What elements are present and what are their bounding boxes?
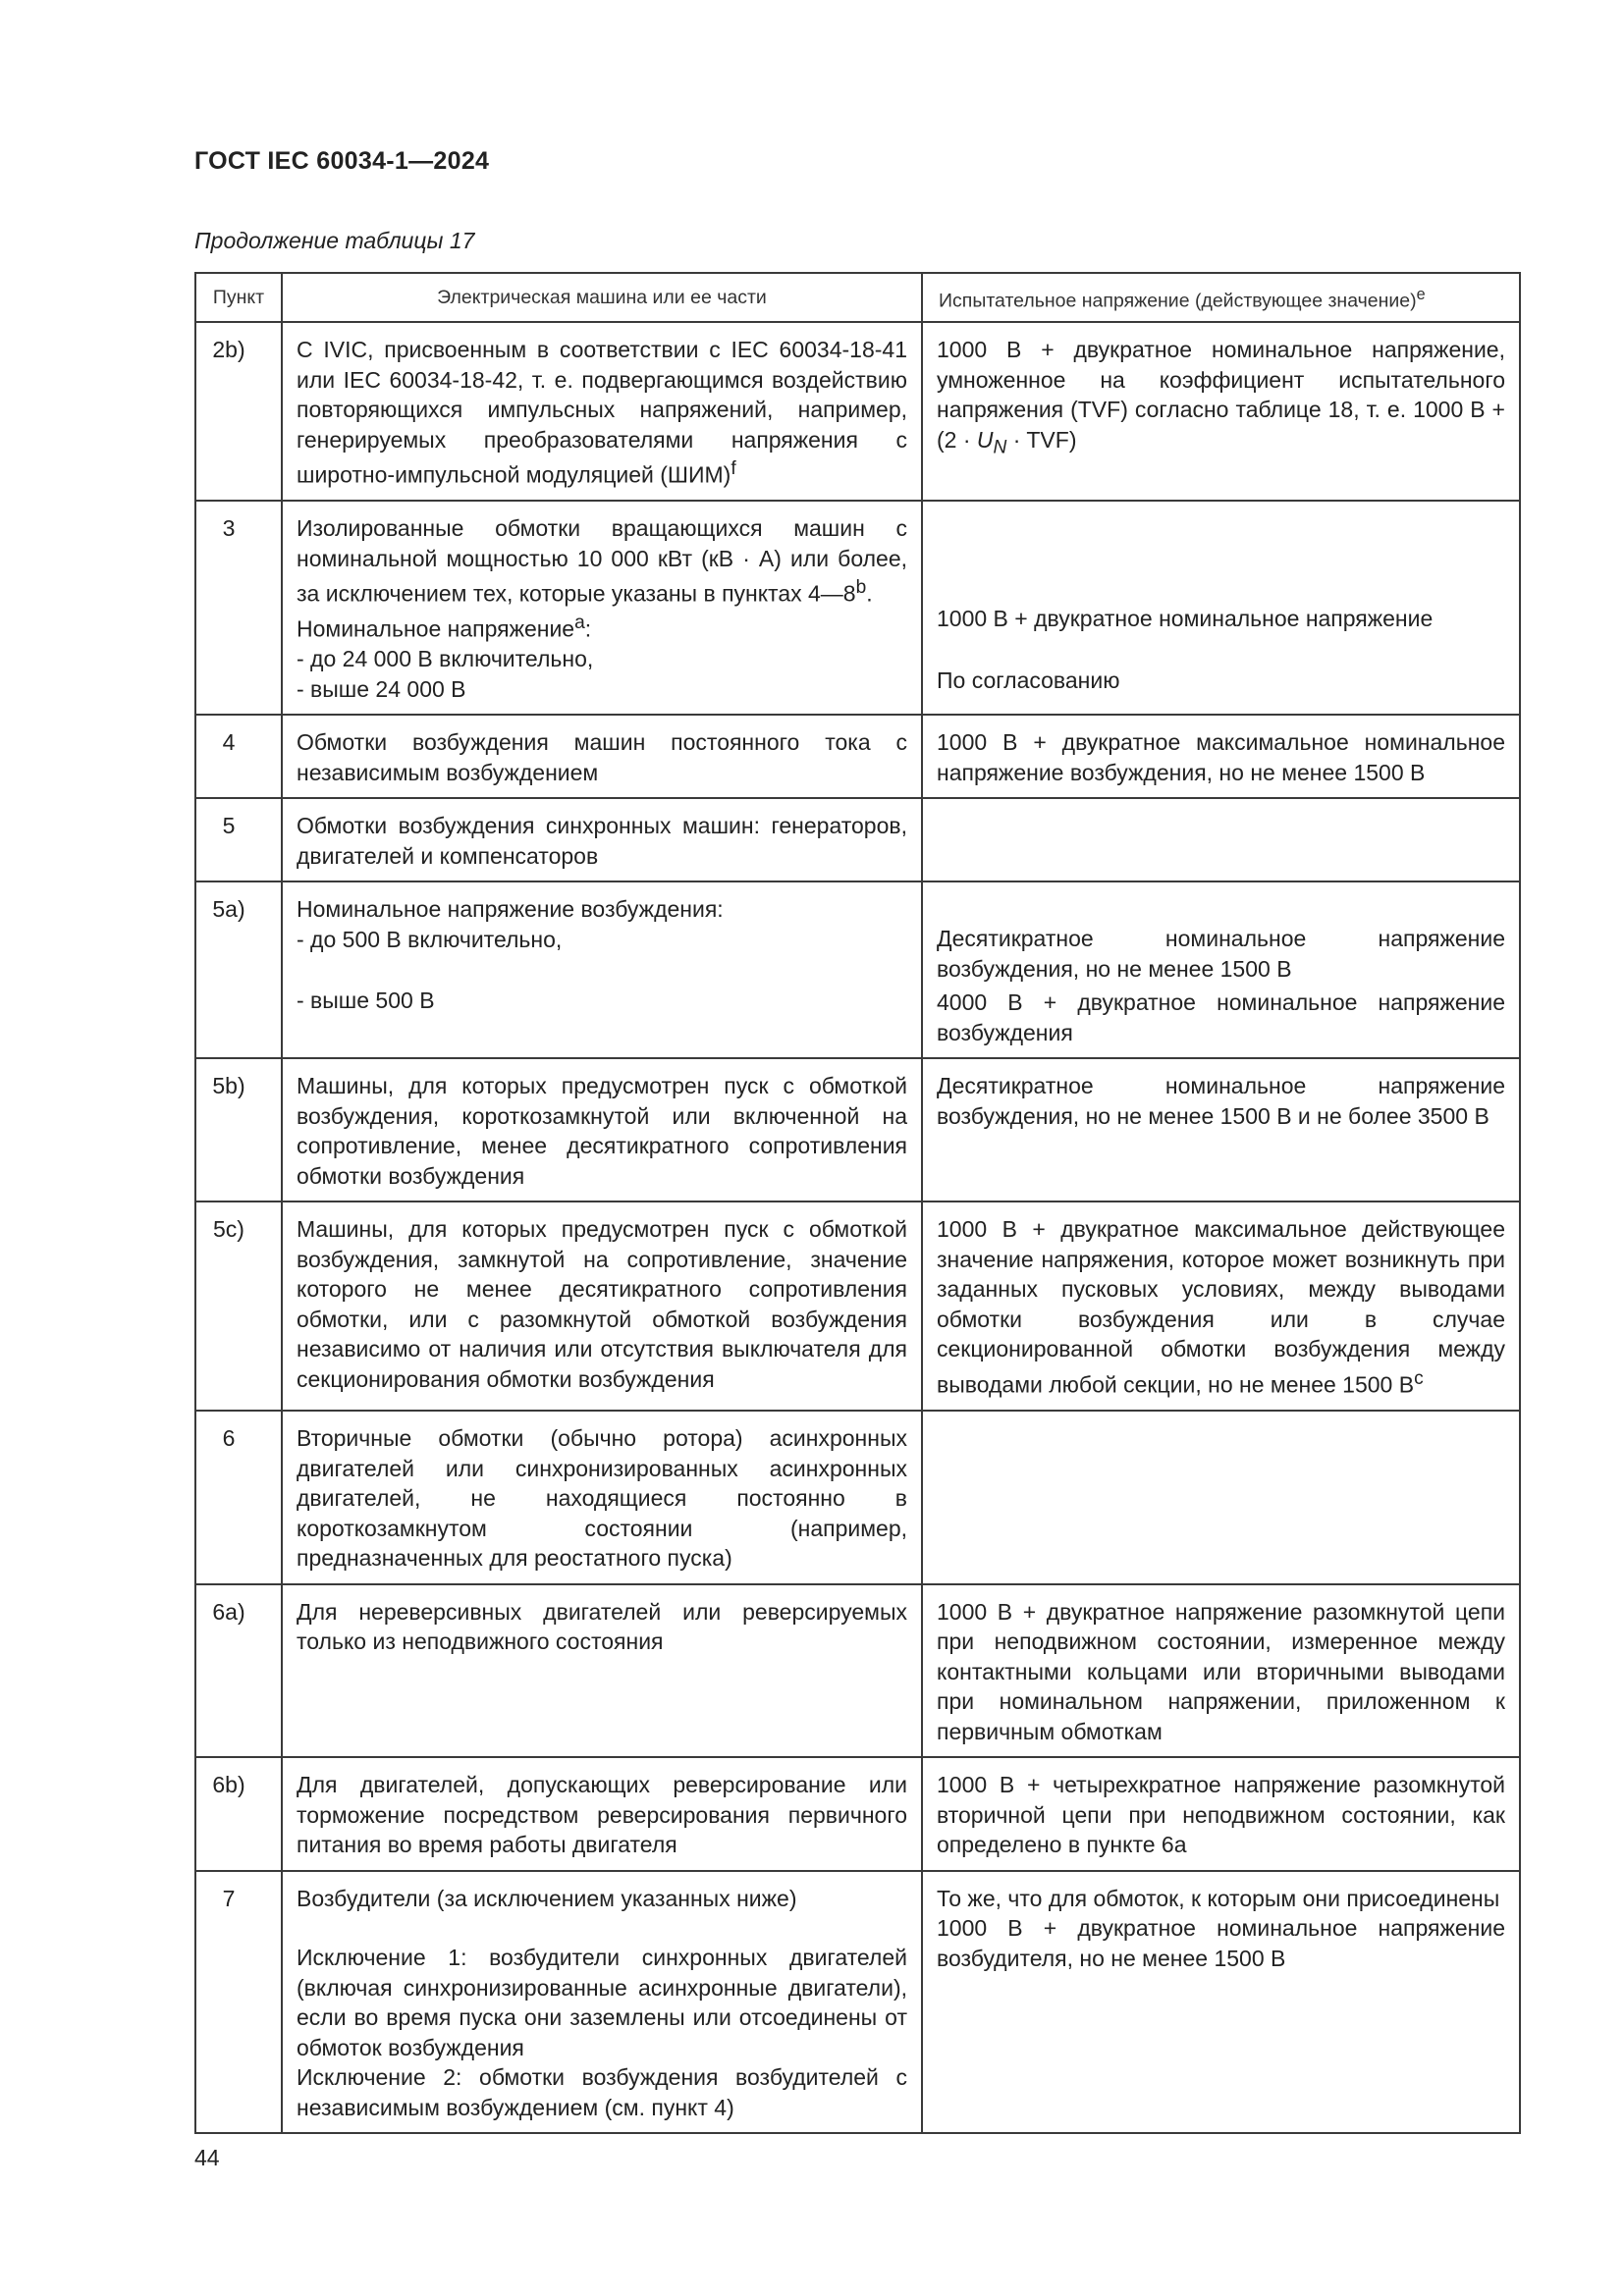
row-voltage: Десятикратное номинальное напряжение возбуждения, но не менее 1500 В 4000 В + двукратное номинальное напряжение возбуждения [922, 881, 1520, 1058]
row-voltage: 1000 В + двукратное максимальное действующее значение напряжения, которое может возникнуть при заданных пусковых условиях, между выводами обмотки возбуждения или в случае секционированной обмотки возбуждения между выводами любой секции, но не менее 1500 $В^c$ [922, 1201, 1520, 1411]
table-row [195, 322, 1520, 501]
table-row [195, 798, 1520, 881]
row-machine: Изолированные обмотки вращающихся машин с номинальной мощностью 10 000 кВт (кВ · А) или более, за исключением тех, которые указаны в пунктах 4—8$^b$. Номинальное напряжение$^a$: - до 24 000 В включительно, - выше 24 000 В [282, 501, 922, 715]
row-item: 6 [195, 1411, 282, 1584]
test-voltage-table [194, 272, 1521, 2134]
row-item: 3 [195, 501, 282, 715]
row-voltage [922, 1411, 1520, 1584]
row-item: 5c) [195, 1201, 282, 1411]
table-caption: Продолжение таблицы 17 [194, 228, 475, 253]
table-row [195, 1058, 1520, 1201]
row-voltage: 1000 В + двукратное максимальное номинальное напряжение возбуждения, но не менее 1500 В [922, 715, 1520, 798]
row-machine: Для нереверсивных двигателей или реверсируемых только из неподвижного состояния [282, 1584, 922, 1758]
header-test-voltage: Испытательное напряжение (действующее значение)$^e$ [922, 273, 1520, 322]
row-voltage: 1000 В + двукратное напряжение разомкнутой цепи при неподвижном состоянии, измеренное между контактными кольцами или вторичными выводами при номинальном напряжении, приложенном к первичным обмоткам [922, 1584, 1520, 1758]
row-machine: Обмотки возбуждения синхронных машин: генераторов, двигателей и компенсаторов [282, 798, 922, 881]
footnote-mark: f [731, 458, 736, 479]
header-machine: Электрическая машина или ее части [282, 273, 922, 322]
table-row [195, 881, 1520, 1058]
table-row [195, 1584, 1520, 1758]
row-item: 2b) [195, 322, 282, 501]
row-machine: Машины, для которых предусмотрен пуск с обмоткой возбуждения, короткозамкнутой или включенной на сопротивление, менее десятикратного сопротивления обмотки возбуждения [282, 1058, 922, 1201]
row-item: 6a) [195, 1584, 282, 1758]
row-item: 5 [195, 798, 282, 881]
symbol-u: U [976, 426, 994, 453]
row-machine: Вторичные обмотки (обычно ротора) асинхронных двигателей или синхронизированных асинхронных двигателей, не находящиеся постоянно в короткозамкнутом состоянии (например, предназначенных для реостатного пуска) [282, 1411, 922, 1584]
footnote-mark: c [1414, 1367, 1424, 1389]
table-row [195, 501, 1520, 715]
table-row [195, 1871, 1520, 2134]
table-row [195, 715, 1520, 798]
row-item: 5a) [195, 881, 282, 1058]
table-row [195, 1757, 1520, 1871]
standard-title: ГОСТ IEC 60034-1—2024 [194, 147, 490, 175]
footnote-mark: b [855, 577, 867, 599]
row-voltage: Десятикратное номинальное напряжение возбуждения, но не менее 1500 В и не более 3500 В [922, 1058, 1520, 1201]
row-machine: Для двигателей, допускающих реверсирование или торможение посредством реверсирования первичного питания во время работы двигателя [282, 1757, 922, 1871]
header-item: Пункт [195, 273, 282, 322]
symbol-n: N [993, 437, 1007, 458]
table-header-row [195, 273, 1520, 322]
row-voltage: То же, что для обмоток, к которым они присоединены 1000 В + двукратное номинальное напряжение возбудителя, но не менее 1500 В [922, 1871, 1520, 2134]
row-machine: Обмотки возбуждения машин постоянного тока с независимым возбуждением [282, 715, 922, 798]
row-machine: Возбудители (за исключением указанных ниже) Исключение 1: возбудители синхронных двигателей (включая синхронизированные асинхронные двигатели), если во время пуска они заземлены или отсоединены от обмоток возбуждения Исключение 2: обмотки возбуждения возбудителей с независимым возбуждением (см. пункт 4) [282, 1871, 922, 2134]
row-machine: С IVIC, присвоенным в соответствии с IEC 60034-18-41 или IEC 60034-18-42, т. е. подвергающимся воздействию повторяющихся импульсных напряжений, например, генерируемых преобразователями напряжения с широтно-импульсной модуляцией (ШИМ)$^f$ [282, 322, 922, 501]
row-voltage: 1000 В + двукратное номинальное напряжение, умноженное на коэффициент испытательного напряжения (TVF) согласно таблице 18, т. е. 1000 $В + (2 \cdot U_N \cdot TVF)$ [922, 322, 1520, 501]
row-machine: Машины, для которых предусмотрен пуск с обмоткой возбуждения, замкнутой на сопротивление, значение которого не менее десятикратного сопротивления обмотки, или с разомкнутой обмоткой возбуждения независимо от наличия или отсутствия выключателя для секционирования обмотки возбуждения [282, 1201, 922, 1411]
row-item: 4 [195, 715, 282, 798]
footnote-mark: e [1416, 285, 1426, 303]
row-voltage: 1000 В + двукратное номинальное напряжение По согласованию [922, 501, 1520, 715]
row-item: 7 [195, 1871, 282, 2134]
row-voltage [922, 798, 1520, 881]
table-row [195, 1411, 1520, 1584]
row-item: 6b) [195, 1757, 282, 1871]
footnote-mark: a [574, 613, 585, 634]
table-row [195, 1201, 1520, 1411]
row-item: 5b) [195, 1058, 282, 1201]
row-voltage: 1000 В + четырехкратное напряжение разомкнутой вторичной цепи при неподвижном состоянии, как определено в пункте 6а [922, 1757, 1520, 1871]
page-number: 44 [194, 2145, 220, 2170]
row-machine: Номинальное напряжение возбуждения: - до 500 В включительно, - выше 500 В [282, 881, 922, 1058]
